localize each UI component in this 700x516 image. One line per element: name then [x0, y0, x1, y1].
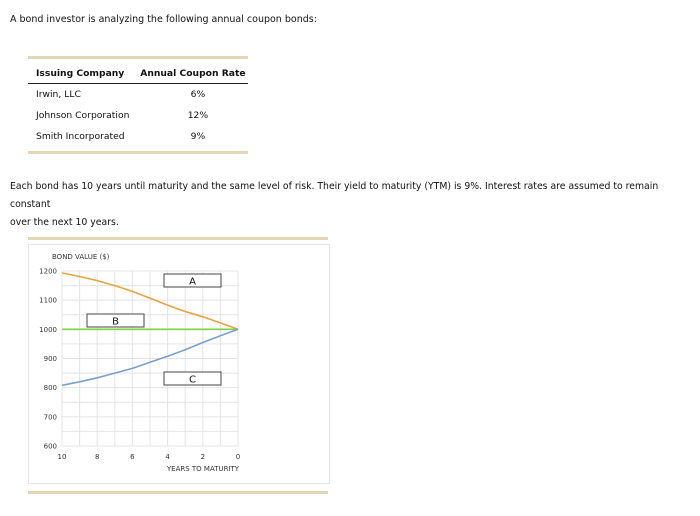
- x-tick-label: 0: [235, 453, 241, 461]
- company-cell: Johnson Corporation: [36, 110, 130, 121]
- x-tick-label: 4: [165, 453, 170, 461]
- y-axis-label: BOND VALUE ($): [52, 253, 110, 261]
- rate-cell: 12%: [187, 110, 209, 121]
- intro-text: A bond investor is analyzing the following annual coupon bonds:: [10, 14, 317, 25]
- paragraph-line-1: Each bond has 10 years until maturity and the same level of risk. Their yield to maturity (YTM) is 9%. Interest rates are assumed to remain constant: [10, 181, 659, 210]
- label-c: C: [189, 374, 196, 386]
- y-tick-label: 800: [43, 384, 57, 393]
- x-tick-labels: [58, 453, 241, 461]
- header-coupon-rate: Annual Coupon Rate: [134, 59, 248, 84]
- paragraph-line-2: over the next 10 years.: [10, 217, 119, 228]
- header-company: Issuing Company: [28, 59, 134, 84]
- y-tick-label: 900: [43, 355, 57, 363]
- y-tick-label: 1000: [39, 325, 57, 334]
- label-a: A: [189, 276, 196, 288]
- rate-cell: 9%: [190, 131, 206, 142]
- x-tick-label: 10: [57, 453, 67, 461]
- label-b: B: [112, 316, 119, 328]
- y-tick-label: 700: [43, 413, 57, 422]
- x-tick-label: 8: [94, 453, 100, 461]
- y-tick-label: 600: [43, 442, 57, 451]
- y-tick-label: 1200: [39, 267, 57, 276]
- x-tick-label: 6: [130, 453, 135, 461]
- x-axis-label: YEARS TO MATURITY: [166, 465, 240, 473]
- rate-cell: 6%: [190, 89, 206, 100]
- company-cell: Smith Incorporated: [36, 131, 125, 142]
- y-tick-labels: [39, 268, 57, 451]
- x-tick-label: 2: [200, 453, 206, 461]
- y-tick-label: 1100: [39, 296, 57, 305]
- company-cell: Irwin, LLC: [36, 89, 81, 100]
